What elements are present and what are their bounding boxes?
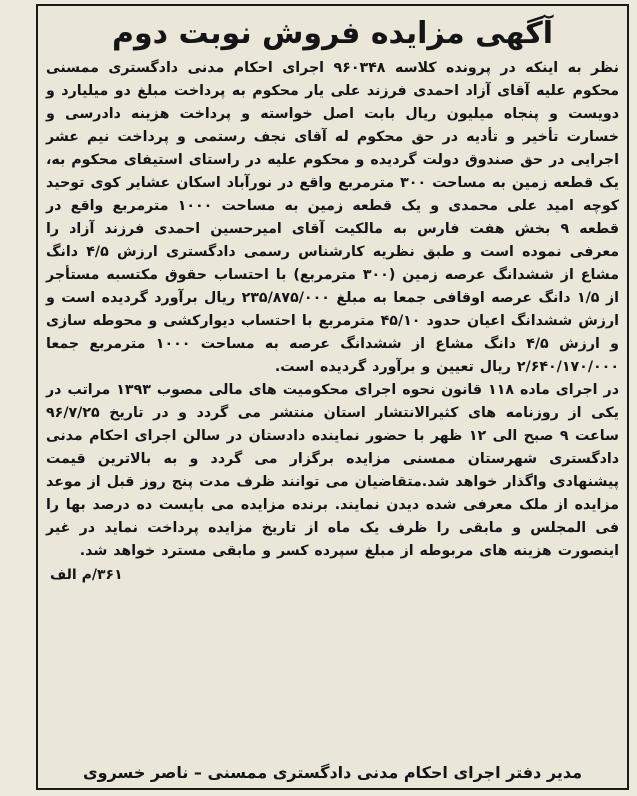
notice-paragraph-2: در اجرای ماده ۱۱۸ قانون نحوه اجرای محکومیت های مالی مصوب ۱۳۹۳ مراتب در یکی از روزنامه های کثیرالانتشار استان منتشر می گردد و در تاریخ ۹۶/۷/۲۵ ساعت ۹ صبح الی ۱۲ ظهر با حضور نماینده دادستان در سالن اجرای احکام مدنی دادگستری شهرستان ممسنی مزایده برگزار می گردد و به بالاترین قیمت پیشنهادی واگذار خواهد شد.متقاضیان می توانند ظرف مدت پنج روز قبل از موعد مزایده از ملک معرفی شده دیدن نمایند. برنده مزایده می بایست ده درصد بها را فی المجلس و مابقی را ظرف یک ماه از تاریخ مزایده پرداخت نماید در غیر اینصورت هزینه های مربوطه از مبلغ سپرده کسر و مابقی مسترد خواهد شد. [46,382,619,559]
reference-number: ۳۶۱/م الف [50,567,123,583]
notice-body [38,57,627,563]
notice-title: آگهی مزایده فروش نوبت دوم [112,16,553,51]
notice-frame [36,4,629,790]
notice-paragraph-1: نظر به اینکه در پرونده کلاسه ۹۶۰۳۴۸ اجرای احکام مدنی دادگستری ممسنی محکوم علیه آقای آزاد احمدی فرزند علی یار محکوم به پرداخت مبلغ دو میلیارد و دویست و پنجاه میلیون ریال بابت اصل خواسته و پرداخت هزینه دادرسی و خسارت تأخیر و تأدیه در حق محکوم له آقای نجف رستمی و پرداخت نیم عشر اجرایی در حق صندوق دولت گردیده و محکوم علیه در راستای استیفای محکوم به، یک قطعه زمین به مساحت ۳۰۰ مترمربع واقع در نورآباد اسکان عشایر کوی توحید کوچه امید علی محمدی و یک قطعه زمین به مساحت ۱۰۰۰ مترمربع واقع در قطعه ۹ بخش هفت فارس به مالکیت آقای امیرحسین احمدی فرزند آزاد را معرفی نموده است و طبق نظریه کارشناس رسمی دادگستری ارزش ۴/۵ دانگ مشاع از ششدانگ عرصه زمین (۳۰۰ مترمربع) با احتساب حقوق مکتسبه مستأجر از ۱/۵ دانگ عرصه اوقافی جمعا به مبلغ ۲۳۵/۸۷۵/۰۰۰ ریال برآورد گردیده است و ارزش ششدانگ اعیان حدود ۴۵/۱۰ مترمربع با احتساب دیوارکشی و محوطه سازی و ارزش ۴/۵ دانگ مشاع از ششدانگ عرصه به مساحت ۱۰۰۰ مترمربع جمعا ۲/۶۴۰/۱۷۰/۰۰۰ ریال تعیین و برآورد گردیده است. [46,60,620,375]
signature-line: مدیر دفتر اجرای احکام مدنی دادگستری ممسنی – ناصر خسروی [82,763,582,782]
reference-line [46,567,619,583]
